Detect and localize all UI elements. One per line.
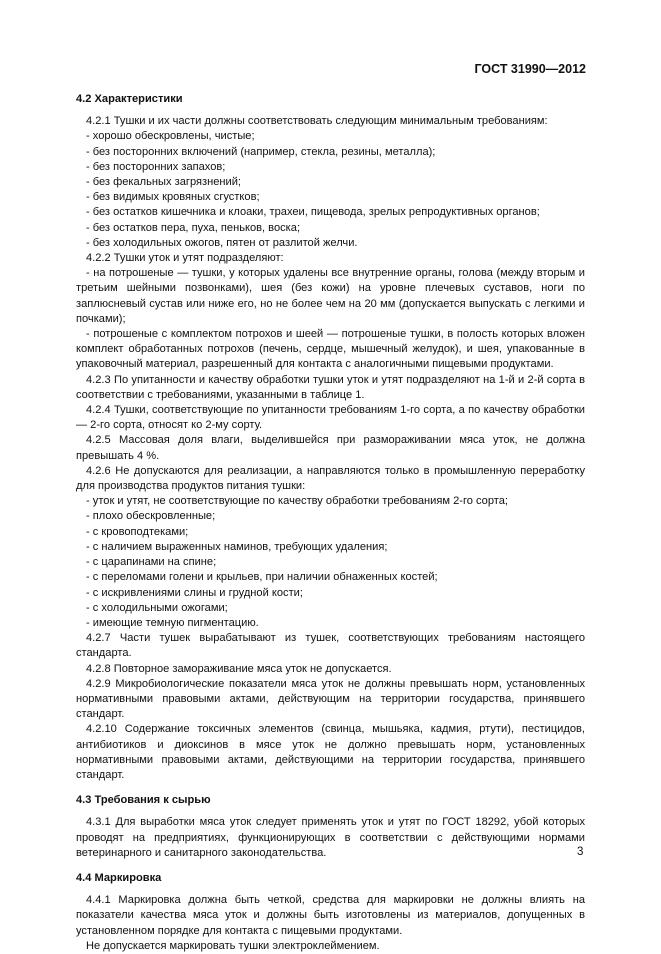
paragraph-4-2-2: 4.2.2 Тушки уток и утят подразделяют: (86, 252, 284, 265)
paragraph-4-2-10: 4.2.10 Содержание токсичных элементов (свинца, мышьяка, кадмия, ртути), пестицидов, антибиотиков и диоксинов в мясе уток не должно превышать норм, установленных нормативными правовыми актами, действующими на территории государства, принявшего стандарт. (76, 723, 585, 781)
paragraph-4-4-1-electro: Не допускается маркировать тушки электроклеймением. (86, 939, 380, 952)
list-4-2-6 (76, 494, 585, 631)
list-item: - без посторонних включений (например, стекла, резины, металла); (86, 145, 436, 158)
paragraph-4-2-4: 4.2.4 Тушки, соответствующие по упитанности требованиям 1-го сорта, а по качеству обработки — 2-го сорта, относят ко 2-му сорту. (76, 404, 585, 432)
paragraph-4-4-1: 4.4.1 Маркировка должна быть четкой, средства для маркировки не должны влиять на показатели качества мяса уток и должны быть изготовлены из материалов, допущенных в установленном порядке для контакта с пищевыми продуктами. (76, 894, 585, 937)
list-item: - с переломами голени и крыльев, при наличии обнаженных костей; (86, 571, 438, 584)
list-item: - уток и утят, не соответствующие по качеству обработки требованиям 2-го сорта; (86, 495, 508, 508)
list-item: - с наличием выраженных наминов, требующих удаления; (86, 540, 388, 553)
section-title-4-3: 4.3 Требования к сырью (76, 794, 211, 807)
list-item: - с царапинами на спине; (86, 556, 217, 569)
paragraph-4-2-9: 4.2.9 Микробиологические показатели мяса уток не должны превышать норм, установленных нормативными правовыми актами, действующим на территории государства, принявшего стандарт. (76, 677, 585, 721)
paragraph-4-2-1: 4.2.1 Тушки и их части должны соответствовать следующим минимальным требованиям: (86, 115, 548, 128)
section-title-4-2: 4.2 Характеристики (76, 93, 183, 105)
list-item: - без фекальных загрязнений; (86, 176, 241, 189)
list-item: - без посторонних запахов; (86, 160, 226, 173)
list-item: - имеющие темную пигментацию. (86, 616, 259, 629)
paragraph-4-2-5: 4.2.5 Массовая доля влаги, выделившейся при размораживании мяса уток, не должна превышать 4 %. (76, 434, 585, 462)
paragraph-4-2-3: 4.2.3 По упитанности и качеству обработки тушки уток и утят подразделяют на 1-й и 2-й сорта в соответствии с требованиями, указанными в таблице 1. (76, 373, 585, 401)
document-body (76, 92, 585, 954)
paragraph-4-2-2-gutted-with-giblets: - потрошеные с комплектом потрохов и шеей — потрошеные тушки, в полость которых вложен комплект обработанных потрохов (печень, сердце, мышечный желудок), и шея, упакованные в упаковочный материал, разрешенный для контакта с аналогичными пищевыми продуктами. (76, 328, 585, 371)
paragraph-4-2-7: 4.2.7 Части тушек вырабатывают из тушек, соответствующих требованиям настоящего стандарта. (76, 632, 585, 660)
paragraph-4-3-1: 4.3.1 Для выработки мяса уток следует применять уток и утят по ГОСТ 18292, убой которых проводят на предприятиях, функционирующих в соответствии с действующими нормами ветеринарного и санитарного законодательства. (76, 816, 585, 859)
paragraph-4-2-8: 4.2.8 Повторное замораживание мяса уток не допускается. (86, 662, 392, 675)
section-title-4-4: 4.4 Маркировка (76, 871, 162, 884)
document-code-header: ГОСТ 31990—2012 (474, 62, 586, 76)
list-item: - без остатков пера, пуха, пеньков, воска; (86, 221, 301, 234)
list-4-2-1 (76, 129, 585, 251)
list-item: - хорошо обескровлены, чистые; (86, 130, 255, 143)
list-item: - с кровоподтеками; (86, 525, 189, 538)
paragraph-4-2-6: 4.2.6 Не допускаются для реализации, а направляются только в промышленную переработку для производства продуктов питания тушки: (76, 464, 585, 493)
list-item: - плохо обескровленные; (86, 510, 216, 523)
page-number: 3 (577, 846, 584, 858)
list-item: - с искривлениями слины и грудной кости; (86, 586, 303, 599)
paragraph-4-2-2-gutted: - на потрошеные — тушки, у которых удалены все внутренние органы, голова (между вторым и третьим шейными позвонками), шея (без кожи) на уровне плечевых суставов, ноги по заплюсневый сустав или ниже его, но не более чем на 20 мм (допускается выпускать с легкими и почками); (76, 267, 585, 325)
list-item: - с холодильными ожогами; (86, 601, 228, 614)
list-item: - без холодильных ожогов, пятен от разлитой желчи. (86, 236, 358, 249)
list-item: - без остатков кишечника и клоаки, трахеи, пищевода, зрелых репродуктивных органов; (86, 206, 540, 219)
list-item: - без видимых кровяных сгустков; (86, 191, 260, 204)
